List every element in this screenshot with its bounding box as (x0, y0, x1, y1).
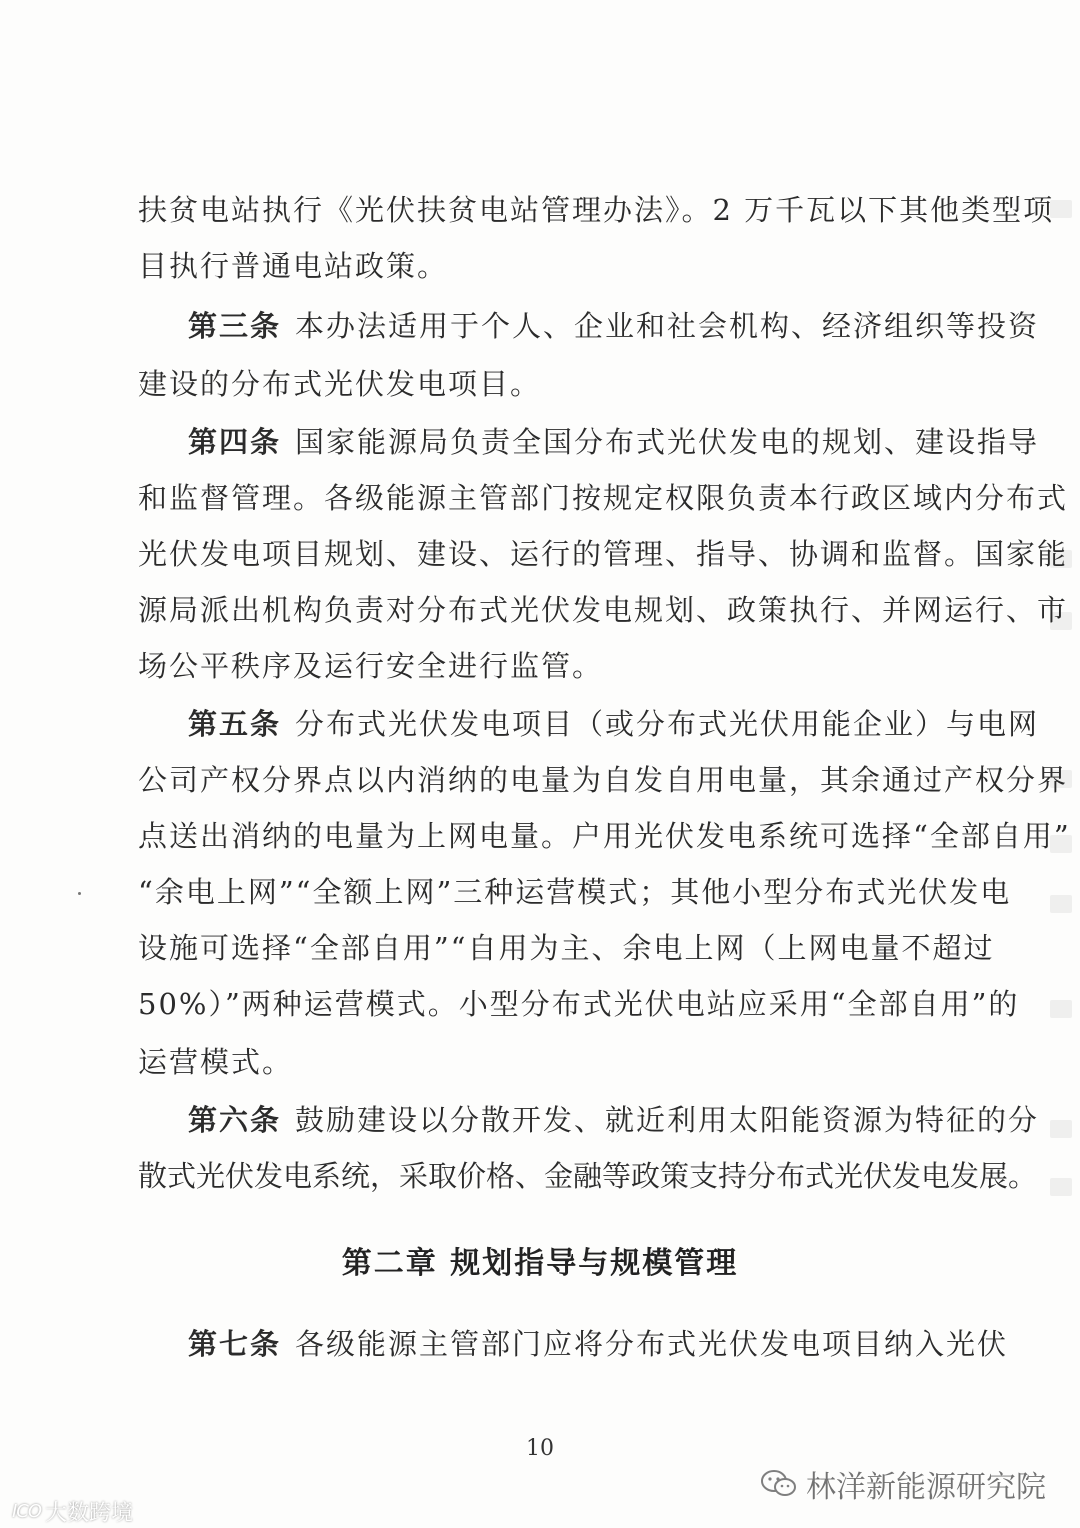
article-6-text: 鼓励建设以分散开发、就近利用太阳能资源为特征的分 (295, 1103, 1040, 1137)
article-7-number: 第七条 (188, 1327, 282, 1361)
article-3-line (188, 308, 1040, 344)
scan-speck (78, 892, 81, 895)
paragraph-line: 目执行普通电站政策。 (138, 249, 449, 283)
account-watermark (760, 1462, 1046, 1506)
article-3-number: 第三条 (188, 309, 282, 343)
chapter-title: 第二章 规划指导与规模管理 (341, 1246, 739, 1281)
article-7-text: 各级能源主管部门应将分布式光伏发电项目纳入光伏 (295, 1327, 1009, 1361)
wechat-icon (760, 1469, 798, 1499)
article-5-continuation: 设施可选择“全部自用”“自用为主、余电上网（上网电量不超过 (138, 931, 995, 965)
article-7-line (188, 1326, 1009, 1362)
article-4-continuation: 源局派出机构负责对分布式光伏发电规划、政策执行、并网运行、市 (138, 593, 1069, 627)
article-4-continuation: 光伏发电项目规划、建设、运行的管理、指导、协调和监督。国家能 (138, 537, 1069, 571)
article-4-continuation: 和监督管理。各级能源主管部门按规定权限负责本行政区域内分布式 (138, 481, 1069, 515)
site-logo: ICO (12, 1501, 42, 1522)
article-3-text: 本办法适用于个人、企业和社会机构、经济组织等投资 (295, 309, 1040, 343)
article-5-number: 第五条 (188, 707, 282, 741)
article-5-continuation: 50%）”两种运营模式。小型分布式光伏电站应采用“全部自用”的 (138, 987, 1020, 1021)
article-5-continuation: “余电上网”“全额上网”三种运营模式；其他小型分布式光伏发电 (138, 875, 1012, 909)
article-4-line (188, 424, 1040, 460)
article-4-continuation: 场公平秩序及运行安全进行监管。 (138, 649, 604, 683)
article-5-continuation: 点送出消纳的电量为上网电量。户用光伏发电系统可选择“全部自用” (138, 819, 1071, 853)
page-number: 10 (526, 1436, 554, 1461)
site-name: 大数跨境 (45, 1501, 134, 1526)
article-5-text: 分布式光伏发电项目（或分布式光伏用能企业）与电网 (295, 707, 1040, 741)
article-5-continuation: 公司产权分界点以内消纳的电量为自发自用电量，其余通过产权分界 (138, 763, 1069, 797)
article-5-continuation: 运营模式。 (138, 1045, 294, 1079)
article-6-number: 第六条 (188, 1103, 282, 1137)
article-5-line (188, 706, 1040, 742)
paragraph-line: 扶贫电站执行《光伏扶贫电站管理办法》。2 万千瓦以下其他类型项 (138, 193, 1055, 227)
article-6-continuation: 散式光伏发电系统，采取价格、金融等政策支持分布式光伏发电发展。 (138, 1159, 1038, 1193)
article-4-text: 国家能源局负责全国分布式光伏发电的规划、建设指导 (295, 425, 1040, 459)
article-6-line (188, 1102, 1040, 1138)
article-3-continuation: 建设的分布式光伏发电项目。 (138, 367, 542, 401)
article-4-number: 第四条 (188, 425, 282, 459)
account-name: 林洋新能源研究院 (806, 1470, 1046, 1505)
site-watermark (12, 1496, 133, 1527)
